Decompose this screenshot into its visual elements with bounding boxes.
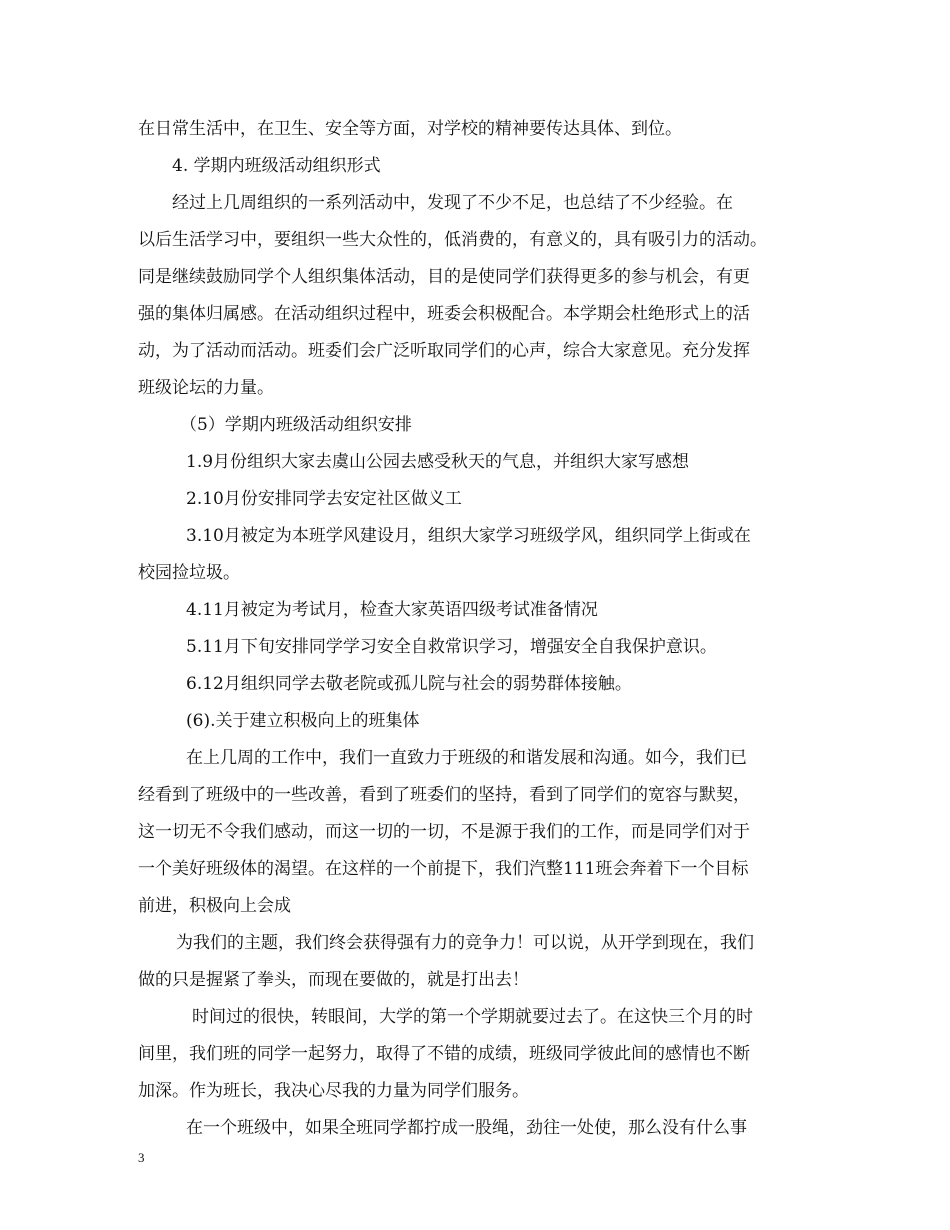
list-item: 6.12月组织同学去敬老院或孤儿院与社会的弱势群体接触。: [186, 674, 632, 694]
text-line: 以后生活学习中，要组织一些大众性的，低消费的，有意义的，具有吸引力的活动。: [138, 230, 767, 250]
list-item: 4.11月被定为考试月，检查大家英语四级考试准备情况: [186, 600, 598, 620]
text-line: 加深。作为班长，我决心尽我的力量为同学们服务。: [138, 1081, 529, 1101]
section-heading: 4. 学期内班级活动组织形式: [172, 156, 381, 176]
text-line: 一个美好班级体的渴望。在这样的一个前提下，我们汽整111班会奔着下一个目标: [138, 859, 749, 879]
list-item: 1.9月份组织大家去虞山公园去感受秋天的气息，并组织大家写感想: [186, 452, 690, 472]
text-line: 动，为了活动而活动。班委们会广泛听取同学们的心声，综合大家意见。充分发挥: [138, 341, 750, 361]
list-item: 2.10月份安排同学去安定社区做义工: [186, 489, 462, 509]
text-line: 强的集体归属感。在活动组织过程中，班委会积极配合。本学期会杜绝形式上的活: [138, 304, 750, 324]
text-line: 经过上几周组织的一系列活动中，发现了不少不足，也总结了不少经验。在: [172, 193, 733, 213]
text-line: 前进，积极向上会成: [138, 896, 291, 916]
text-line: 时间过的很快，转眼间，大学的第一个学期就要过去了。在这快三个月的时: [192, 1007, 753, 1027]
text-line: 做的只是握紧了拳头，而现在要做的，就是打出去！: [138, 970, 529, 990]
text-line: 在一个班级中，如果全班同学都拧成一股绳，劲往一处使，那么没有什么事: [186, 1118, 747, 1138]
list-item: 3.10月被定为本班学风建设月，组织大家学习班级学风，组织同学上街或在: [186, 526, 751, 546]
text-line: 同是继续鼓励同学个人组织集体活动，目的是使同学们获得更多的参与机会，有更: [138, 267, 750, 287]
text-line: 在上几周的工作中，我们一直致力于班级的和谐发展和沟通。如今，我们已: [186, 748, 747, 768]
section-heading: （5）学期内班级活动组织安排: [180, 415, 412, 435]
page-number: 3: [138, 1150, 145, 1165]
text-line: 经看到了班级中的一些改善，看到了班委们的坚持，看到了同学们的宽容与默契，: [138, 785, 750, 805]
text-line: 在日常生活中，在卫生、安全等方面，对学校的精神要传达具体、到位。: [138, 119, 682, 139]
text-line: 这一切无不令我们感动，而这一切的一切，不是源于我们的工作，而是同学们对于: [138, 822, 750, 842]
text-line: 间里，我们班的同学一起努力，取得了不错的成绩，班级同学彼此间的感情也不断: [138, 1044, 750, 1064]
list-item: 5.11月下旬安排同学学习安全自救常识学习，增强安全自我保护意识。: [186, 637, 717, 657]
text-line: 为我们的主题，我们终会获得强有力的竞争力！可以说，从开学到现在，我们: [176, 933, 754, 953]
text-line: 校园捡垃圾。: [138, 563, 240, 583]
text-line: 班级论坛的力量。: [138, 378, 274, 398]
section-heading: (6).关于建立积极向上的班集体: [186, 711, 420, 731]
